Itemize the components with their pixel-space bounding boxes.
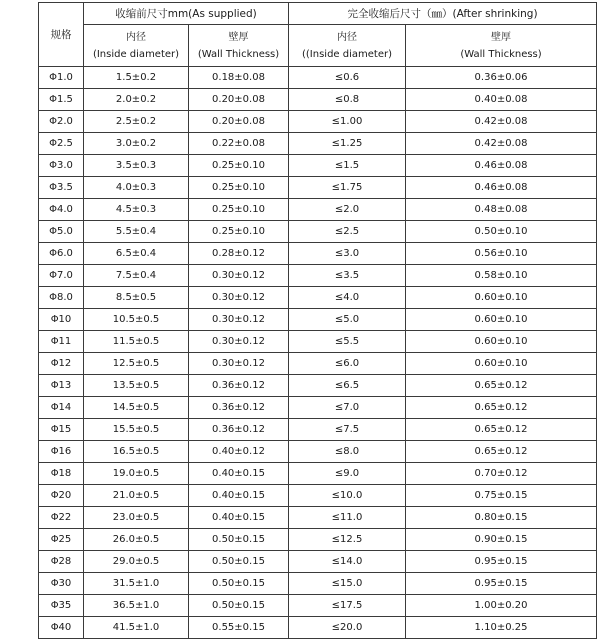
cell-supplied-inside-diameter: 4.0±0.3 bbox=[84, 177, 189, 199]
table-row bbox=[39, 551, 597, 573]
cell-shrunk-inside-diameter: ≤17.5 bbox=[289, 595, 406, 617]
header-label-cn: 内径 bbox=[337, 31, 357, 43]
cell-supplied-wall-thickness: 0.28±0.12 bbox=[189, 243, 289, 265]
cell-shrunk-wall-thickness: 0.95±0.15 bbox=[406, 573, 597, 595]
cell-shrunk-wall-thickness: 0.42±0.08 bbox=[406, 133, 597, 155]
table-row bbox=[39, 265, 597, 287]
table-row bbox=[39, 441, 597, 463]
header-supplied-inside-diameter bbox=[84, 25, 189, 67]
cell-shrunk-wall-thickness: 0.65±0.12 bbox=[406, 419, 597, 441]
cell-supplied-wall-thickness: 0.36±0.12 bbox=[189, 419, 289, 441]
table-row bbox=[39, 573, 597, 595]
cell-supplied-wall-thickness: 0.40±0.15 bbox=[189, 507, 289, 529]
header-row-group bbox=[39, 3, 597, 25]
cell-supplied-inside-diameter: 23.0±0.5 bbox=[84, 507, 189, 529]
cell-supplied-inside-diameter: 29.0±0.5 bbox=[84, 551, 189, 573]
header-label-cn: 壁厚 bbox=[228, 31, 249, 43]
cell-size: Φ7.0 bbox=[39, 265, 84, 287]
cell-shrunk-wall-thickness: 0.46±0.08 bbox=[406, 177, 597, 199]
cell-size: Φ2.5 bbox=[39, 133, 84, 155]
cell-size: Φ3.5 bbox=[39, 177, 84, 199]
cell-supplied-wall-thickness: 0.30±0.12 bbox=[189, 309, 289, 331]
cell-shrunk-inside-diameter: ≤7.5 bbox=[289, 419, 406, 441]
cell-shrunk-wall-thickness: 0.95±0.15 bbox=[406, 551, 597, 573]
cell-size: Φ6.0 bbox=[39, 243, 84, 265]
cell-supplied-inside-diameter: 3.5±0.3 bbox=[84, 155, 189, 177]
cell-shrunk-wall-thickness: 0.36±0.06 bbox=[406, 67, 597, 89]
cell-shrunk-wall-thickness: 0.60±0.10 bbox=[406, 287, 597, 309]
cell-shrunk-wall-thickness: 1.10±0.25 bbox=[406, 617, 597, 639]
header-spec: 规格 bbox=[39, 3, 84, 67]
cell-supplied-wall-thickness: 0.55±0.15 bbox=[189, 617, 289, 639]
cell-shrunk-inside-diameter: ≤11.0 bbox=[289, 507, 406, 529]
cell-size: Φ3.0 bbox=[39, 155, 84, 177]
cell-size: Φ28 bbox=[39, 551, 84, 573]
header-after-shrinking: 完全收缩后尺寸（㎜）(After shrinking) bbox=[289, 3, 597, 25]
cell-supplied-wall-thickness: 0.25±0.10 bbox=[189, 177, 289, 199]
cell-supplied-inside-diameter: 15.5±0.5 bbox=[84, 419, 189, 441]
table-row bbox=[39, 507, 597, 529]
cell-shrunk-inside-diameter: ≤3.5 bbox=[289, 265, 406, 287]
cell-supplied-wall-thickness: 0.25±0.10 bbox=[189, 221, 289, 243]
table-row bbox=[39, 133, 597, 155]
cell-shrunk-wall-thickness: 0.56±0.10 bbox=[406, 243, 597, 265]
cell-supplied-inside-diameter: 31.5±1.0 bbox=[84, 573, 189, 595]
cell-supplied-wall-thickness: 0.30±0.12 bbox=[189, 331, 289, 353]
cell-supplied-inside-diameter: 21.0±0.5 bbox=[84, 485, 189, 507]
header-label-en: (Wall Thickness) bbox=[460, 48, 542, 60]
header-label-en: (Wall Thickness) bbox=[197, 48, 280, 60]
cell-supplied-inside-diameter: 36.5±1.0 bbox=[84, 595, 189, 617]
cell-supplied-wall-thickness: 0.50±0.15 bbox=[189, 595, 289, 617]
header-label-cn: 内径 bbox=[126, 31, 146, 43]
cell-shrunk-wall-thickness: 0.58±0.10 bbox=[406, 265, 597, 287]
cell-shrunk-wall-thickness: 0.60±0.10 bbox=[406, 309, 597, 331]
table-row bbox=[39, 331, 597, 353]
cell-supplied-inside-diameter: 13.5±0.5 bbox=[84, 375, 189, 397]
cell-supplied-inside-diameter: 26.0±0.5 bbox=[84, 529, 189, 551]
cell-shrunk-inside-diameter: ≤7.0 bbox=[289, 397, 406, 419]
cell-supplied-wall-thickness: 0.40±0.15 bbox=[189, 485, 289, 507]
cell-supplied-inside-diameter: 3.0±0.2 bbox=[84, 133, 189, 155]
cell-supplied-inside-diameter: 6.5±0.4 bbox=[84, 243, 189, 265]
cell-shrunk-wall-thickness: 0.80±0.15 bbox=[406, 507, 597, 529]
table-row bbox=[39, 353, 597, 375]
cell-shrunk-wall-thickness: 0.42±0.08 bbox=[406, 111, 597, 133]
cell-supplied-wall-thickness: 0.36±0.12 bbox=[189, 375, 289, 397]
cell-size: Φ12 bbox=[39, 353, 84, 375]
cell-size: Φ20 bbox=[39, 485, 84, 507]
cell-shrunk-wall-thickness: 0.65±0.12 bbox=[406, 441, 597, 463]
cell-size: Φ22 bbox=[39, 507, 84, 529]
table-row bbox=[39, 89, 597, 111]
cell-shrunk-inside-diameter: ≤1.00 bbox=[289, 111, 406, 133]
cell-supplied-inside-diameter: 16.5±0.5 bbox=[84, 441, 189, 463]
cell-shrunk-inside-diameter: ≤20.0 bbox=[289, 617, 406, 639]
cell-supplied-wall-thickness: 0.40±0.15 bbox=[189, 463, 289, 485]
table-row bbox=[39, 111, 597, 133]
cell-shrunk-inside-diameter: ≤1.25 bbox=[289, 133, 406, 155]
cell-supplied-inside-diameter: 19.0±0.5 bbox=[84, 463, 189, 485]
cell-shrunk-inside-diameter: ≤5.0 bbox=[289, 309, 406, 331]
cell-size: Φ14 bbox=[39, 397, 84, 419]
cell-supplied-inside-diameter: 2.5±0.2 bbox=[84, 111, 189, 133]
cell-size: Φ15 bbox=[39, 419, 84, 441]
cell-size: Φ16 bbox=[39, 441, 84, 463]
cell-supplied-wall-thickness: 0.22±0.08 bbox=[189, 133, 289, 155]
table-row bbox=[39, 397, 597, 419]
cell-supplied-inside-diameter: 8.5±0.5 bbox=[84, 287, 189, 309]
cell-supplied-inside-diameter: 41.5±1.0 bbox=[84, 617, 189, 639]
cell-shrunk-wall-thickness: 0.48±0.08 bbox=[406, 199, 597, 221]
table-row bbox=[39, 617, 597, 639]
cell-shrunk-wall-thickness: 0.70±0.12 bbox=[406, 463, 597, 485]
table-row bbox=[39, 199, 597, 221]
cell-supplied-inside-diameter: 1.5±0.2 bbox=[84, 67, 189, 89]
cell-shrunk-inside-diameter: ≤5.5 bbox=[289, 331, 406, 353]
cell-shrunk-wall-thickness: 0.75±0.15 bbox=[406, 485, 597, 507]
cell-size: Φ5.0 bbox=[39, 221, 84, 243]
table-row bbox=[39, 309, 597, 331]
cell-shrunk-wall-thickness: 1.00±0.20 bbox=[406, 595, 597, 617]
cell-size: Φ2.0 bbox=[39, 111, 84, 133]
cell-shrunk-inside-diameter: ≤1.5 bbox=[289, 155, 406, 177]
cell-size: Φ13 bbox=[39, 375, 84, 397]
spec-table bbox=[38, 2, 597, 639]
table-row bbox=[39, 243, 597, 265]
cell-shrunk-inside-diameter: ≤3.0 bbox=[289, 243, 406, 265]
cell-supplied-wall-thickness: 0.30±0.12 bbox=[189, 353, 289, 375]
table-row bbox=[39, 419, 597, 441]
cell-size: Φ8.0 bbox=[39, 287, 84, 309]
cell-shrunk-inside-diameter: ≤2.5 bbox=[289, 221, 406, 243]
cell-size: Φ35 bbox=[39, 595, 84, 617]
cell-shrunk-inside-diameter: ≤6.5 bbox=[289, 375, 406, 397]
cell-size: Φ18 bbox=[39, 463, 84, 485]
table-row bbox=[39, 485, 597, 507]
cell-shrunk-inside-diameter: ≤14.0 bbox=[289, 551, 406, 573]
cell-supplied-wall-thickness: 0.25±0.10 bbox=[189, 155, 289, 177]
header-as-supplied: 收缩前尺寸mm(As supplied) bbox=[84, 3, 289, 25]
cell-supplied-inside-diameter: 5.5±0.4 bbox=[84, 221, 189, 243]
header-shrunk-inside-diameter bbox=[289, 25, 406, 67]
cell-shrunk-inside-diameter: ≤12.5 bbox=[289, 529, 406, 551]
cell-supplied-wall-thickness: 0.50±0.15 bbox=[189, 529, 289, 551]
cell-supplied-inside-diameter: 2.0±0.2 bbox=[84, 89, 189, 111]
table-row bbox=[39, 177, 597, 199]
cell-size: Φ10 bbox=[39, 309, 84, 331]
cell-size: Φ11 bbox=[39, 331, 84, 353]
cell-supplied-inside-diameter: 4.5±0.3 bbox=[84, 199, 189, 221]
header-supplied-wall-thickness bbox=[189, 25, 289, 67]
cell-size: Φ4.0 bbox=[39, 199, 84, 221]
cell-size: Φ25 bbox=[39, 529, 84, 551]
cell-supplied-inside-diameter: 10.5±0.5 bbox=[84, 309, 189, 331]
header-row-sub bbox=[39, 25, 597, 67]
cell-shrunk-inside-diameter: ≤10.0 bbox=[289, 485, 406, 507]
cell-supplied-inside-diameter: 12.5±0.5 bbox=[84, 353, 189, 375]
cell-supplied-wall-thickness: 0.40±0.12 bbox=[189, 441, 289, 463]
table-row bbox=[39, 155, 597, 177]
cell-shrunk-inside-diameter: ≤9.0 bbox=[289, 463, 406, 485]
cell-size: Φ30 bbox=[39, 573, 84, 595]
cell-supplied-wall-thickness: 0.25±0.10 bbox=[189, 199, 289, 221]
table-row bbox=[39, 375, 597, 397]
header-shrunk-wall-thickness bbox=[406, 25, 597, 67]
cell-supplied-wall-thickness: 0.36±0.12 bbox=[189, 397, 289, 419]
table-row bbox=[39, 67, 597, 89]
cell-shrunk-inside-diameter: ≤2.0 bbox=[289, 199, 406, 221]
cell-shrunk-wall-thickness: 0.46±0.08 bbox=[406, 155, 597, 177]
cell-shrunk-wall-thickness: 0.65±0.12 bbox=[406, 397, 597, 419]
cell-size: Φ1.5 bbox=[39, 89, 84, 111]
cell-supplied-wall-thickness: 0.20±0.08 bbox=[189, 89, 289, 111]
cell-supplied-inside-diameter: 7.5±0.4 bbox=[84, 265, 189, 287]
table-row bbox=[39, 529, 597, 551]
table-body bbox=[39, 67, 597, 639]
cell-supplied-wall-thickness: 0.20±0.08 bbox=[189, 111, 289, 133]
cell-shrunk-wall-thickness: 0.60±0.10 bbox=[406, 331, 597, 353]
table-header bbox=[39, 3, 597, 67]
table-row bbox=[39, 595, 597, 617]
cell-shrunk-wall-thickness: 0.90±0.15 bbox=[406, 529, 597, 551]
cell-shrunk-wall-thickness: 0.65±0.12 bbox=[406, 375, 597, 397]
cell-size: Φ1.0 bbox=[39, 67, 84, 89]
cell-shrunk-inside-diameter: ≤6.0 bbox=[289, 353, 406, 375]
cell-size: Φ40 bbox=[39, 617, 84, 639]
cell-supplied-inside-diameter: 14.5±0.5 bbox=[84, 397, 189, 419]
cell-supplied-inside-diameter: 11.5±0.5 bbox=[84, 331, 189, 353]
cell-shrunk-inside-diameter: ≤4.0 bbox=[289, 287, 406, 309]
cell-supplied-wall-thickness: 0.30±0.12 bbox=[189, 287, 289, 309]
cell-shrunk-inside-diameter: ≤0.6 bbox=[289, 67, 406, 89]
header-label-en: ((Inside diameter) bbox=[302, 48, 392, 60]
table-row bbox=[39, 221, 597, 243]
cell-shrunk-inside-diameter: ≤0.8 bbox=[289, 89, 406, 111]
cell-shrunk-inside-diameter: ≤8.0 bbox=[289, 441, 406, 463]
cell-supplied-wall-thickness: 0.18±0.08 bbox=[189, 67, 289, 89]
cell-shrunk-wall-thickness: 0.60±0.10 bbox=[406, 353, 597, 375]
table-row bbox=[39, 287, 597, 309]
cell-supplied-wall-thickness: 0.30±0.12 bbox=[189, 265, 289, 287]
header-label-en: (Inside diameter) bbox=[92, 48, 180, 60]
cell-shrunk-wall-thickness: 0.50±0.10 bbox=[406, 221, 597, 243]
table-row bbox=[39, 463, 597, 485]
cell-supplied-wall-thickness: 0.50±0.15 bbox=[189, 573, 289, 595]
cell-supplied-wall-thickness: 0.50±0.15 bbox=[189, 551, 289, 573]
cell-shrunk-inside-diameter: ≤15.0 bbox=[289, 573, 406, 595]
header-label-cn: 壁厚 bbox=[491, 31, 511, 43]
cell-shrunk-inside-diameter: ≤1.75 bbox=[289, 177, 406, 199]
cell-shrunk-wall-thickness: 0.40±0.08 bbox=[406, 89, 597, 111]
